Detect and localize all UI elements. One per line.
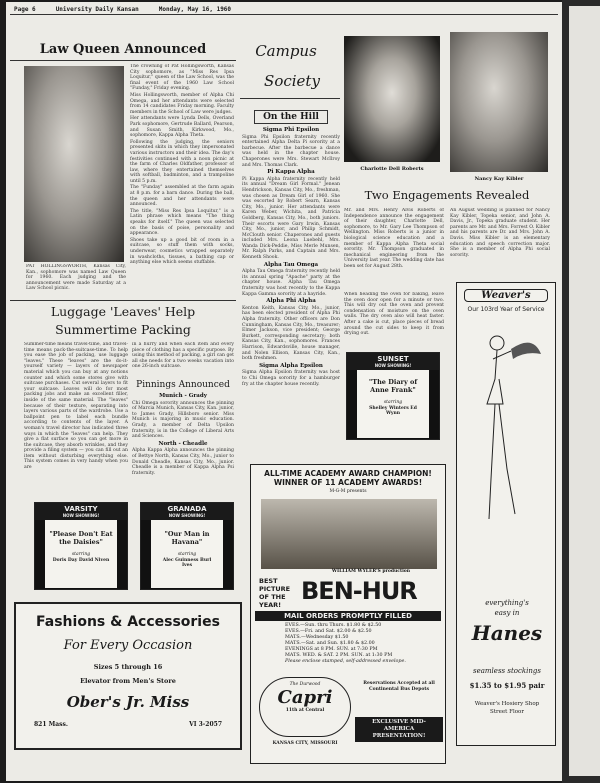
law-queen-photo (24, 66, 124, 262)
pinning-text: Alpha Kappa Alpha announces the pinning of Bettye North, Kansas City, Mo., junior to Donald Cheadle, Kansas City, Mo., junior. Cheadle is a member of Kappa Alpha Psi fraternity. (132, 448, 234, 476)
weavers-product: seamless stockings (473, 667, 541, 675)
benhur-presents: M-G-M presents (329, 489, 367, 494)
benhur-producer: WILLIAM WYLER'S production (331, 569, 411, 574)
film-stars: Shelley Winters Ed Wynn (369, 405, 417, 416)
theater-name: GRANADA (141, 503, 233, 513)
film-stars: Alec Guinness Burl Ives (162, 557, 212, 568)
society-heading: Alpha Phi Alpha (266, 298, 316, 305)
law-queen-caption: PAT HOLLINGSWORTH, Kansas City, Kan., sophomore was named Law Queen for 1960. Each judging and the announcement were made Saturday at a Law School picnic. (26, 264, 126, 292)
showtimes: EVENINGS at 8 PM. SUN. at 7:30 PM (285, 647, 378, 652)
granada-ad (140, 502, 234, 590)
weavers-tagline: Our 103rd Year of Service (467, 306, 545, 313)
paper-name: University Daily Kansan (55, 6, 139, 13)
capri-logo (259, 677, 351, 737)
issue-date: Monday, May 16, 1960 (158, 6, 232, 13)
pinnings-headline: Pinnings Announced (136, 380, 230, 390)
capri-pre: The Durwood (289, 682, 321, 687)
film-title: "The Diary of Anne Frank" (368, 378, 418, 394)
paragraph: The crowning of Pat Hollingsworth, Kansas City sophomore, as "Miss Res Ipsa Loquitur," queen of the Law School, was the final event of the 1960 Law School "Funday," Friday evening. (130, 64, 234, 92)
luggage-headline-1: Luggage 'Leaves' Help (50, 304, 196, 319)
sunset-ad (346, 352, 440, 440)
engagement-photo-kibler (450, 32, 548, 172)
header-rule (10, 14, 558, 15)
page-header (14, 6, 554, 13)
film-title: "Our Man in Havana" (164, 530, 210, 546)
benhur-title: BEN-HUR (301, 577, 417, 605)
starring-label: starring (71, 552, 91, 557)
varsity-ad (34, 502, 128, 590)
matinees: MATS. WED. & SAT. 2 PM. SUN. at 1:30 PM (285, 653, 393, 658)
benhur-prices (285, 623, 415, 665)
weavers-floor: Street Floor (490, 709, 524, 715)
capri-city: KANSAS CITY, MISSOURI (272, 741, 338, 746)
benhur-ad (250, 464, 446, 764)
luggage-story-left: Summer-time means travel-time, and travel-time means pack-the-suitcase-time. To help you ease the job of packing, use luggage "leaves." These "leaves" are the do-it-yourself variety — layers of newspaper material which you can buy at any notions counter and which some stores give with suitcase purchases. Cut several layers to fit your suitcase. Leaves will do for most packing jobs and make an excellent filler, inside of the same material. The "leaves" because of their texture, separating into layers various parts of the wardrobe. Use a ballpoint pen to label each bundle according to contents of the layer. A woman's travel director has indicated three ways in which the "leaves" can help. They give a flat surface so you can get more in the suitcase, they absorb wrinkles, and they provide a filing system — you can fill out an item without disturbing everything else. This system comes in very handy when you are (24, 342, 128, 471)
obers-subhead: For Every Occasion (63, 638, 193, 653)
rule (10, 300, 236, 301)
society-title-2: Society (264, 72, 320, 90)
adjacent-page-edge (569, 6, 600, 776)
photo-caption-roberts: Charlotte Dell Roberts (360, 166, 424, 172)
page-number: Page 6 (14, 6, 36, 13)
obers-ad (14, 602, 242, 750)
society-text: Sigma Alpha Epsilon fraternity was host to Chi Omega sorority for a hamburger fry at the chapter house recently. (242, 370, 340, 387)
price-line: MATS.—Wednesday $1.50 (285, 635, 349, 640)
photo-caption-kibler: Nancy Kay Kibler (474, 176, 524, 182)
film-title: "Please Don't Eat the Daisies" (49, 530, 113, 546)
engagements-headline: Two Engagements Revealed (364, 188, 530, 202)
pinning-heading: Munich - Grady (159, 393, 207, 399)
film-panel (357, 370, 429, 438)
benhur-reservations: Reservations Accepted at all Continental Bus Depots (363, 681, 435, 692)
luggage-headline-2: Summertime Packing (55, 322, 191, 337)
society-text: Kenton Keith, Kansas City, Mo., junior, has been elected president of Alpha Phi Alpha fraternity. Other officers are Don Cunningham, Kansas City, Mo., treasurer; Elmer Jackson, vice president; George Burkett, corresponding secretary; both Kansas City, Kan., sophomores. Frances Harrison, Edwardsville, house manager, and Nolen Ellison, Kansas City, Kan., both freshmen. (242, 305, 340, 362)
society-heading: Sigma Alpha Epsilon (259, 362, 323, 369)
obers-elevator: Elevator from Men's Store (80, 677, 176, 685)
film-panel (45, 520, 117, 588)
paragraph: The "Funday" assembled at the farm again at 8 p.m. for a barn dance. During the ball, the queen and her attendants were announced. (130, 185, 234, 208)
pinnings-story (132, 392, 234, 502)
engagement-story-right: An August wedding is planned for Nancy Kay Kibler, Topeka senior, and John A. Davis, Jr., Topeka graduate student. Her parents are Mr. and Mrs. Forrest O. Kibler and his parents are Dr. and Mrs. John A. Davis. Miss Kibler is an elementary education and speech correction major. She is a member of Alpha Phi social sorority. (450, 208, 550, 258)
society-text: Pi Kappa Alpha fraternity recently held its annual "Dream Girl Formal." Jenean Hendrickson, Kansas City, Mo., freshman, was chosen as Dream Girl of 1960. She was escorted by Robert Searn, Kansas City, Mo., junior. Her attendants were Karen Weber, Wichita, and Patricia Goldberg, Kansas City, Mo., both juniors. Their escorts were Gary Irwin, Kansas City, Mo., junior, and Philip Schmidt, McClouth senior. Chaperones and guests included Mrs. Leona Luebehl, Mrs. Wanda Dick-Peddie, Miss Merle Munsen, Mr. Ralph Parks, and Captain and Mrs. Kenneth Shook. (242, 176, 340, 261)
paragraph: Shoes take up a good bit of room in a suitcase, so stuff them with socks, underwear, cosmetics wrapped separately in washcloths, tissues, a bathing cap or anything else which seems stuffable. (130, 237, 234, 266)
chariot-illustration (261, 499, 437, 569)
obers-headline: Fashions & Accessories (36, 614, 220, 630)
rule (240, 98, 340, 99)
theater-name: SUNSET (347, 353, 439, 363)
now-showing: NOW SHOWING! (141, 513, 233, 520)
kitchen-tips: When heading the oven for baking, leave the oven door open for a minute or two. This will dry out the oven and prevent condensation of moisture on the oven walls. The dry oven also will heat faster. After a cake is cut, place pieces of bread around the cut sides to keep it from drying out. (344, 292, 444, 337)
now-showing: NOW SHOWING! (35, 513, 127, 520)
weavers-copy-2: easy in (494, 609, 520, 617)
enclose-note: Please enclose stamped, self-addressed envelope. (285, 659, 406, 664)
weavers-prices: $1.35 to $1.95 pair (469, 681, 545, 690)
obers-sizes: Sizes 5 through 16 (93, 663, 163, 671)
benhur-exclusive: EXCLUSIVE MID-AMERICA PRESENTATION! (355, 717, 443, 742)
society-column (242, 126, 340, 418)
paragraph: Her attendants were Lynda Dells, Overland Park sophomore, Gertrude Ballard, Pearson, and Susan Smith, Kirkwood, Mo., sophomore, Kappa Alpha Theta. (130, 116, 234, 139)
obers-address: 821 Mass. (34, 721, 68, 728)
paragraph: The title, "Miss Res Ipsa Loquitur," is a Latin phrase which means "The thing speaks for itself." The queen was selected on the basis of poise, personality and appearance. (130, 208, 234, 237)
capri-location: 11th at Central (285, 707, 325, 713)
film-stars: Doris Day David Niven (52, 557, 110, 563)
society-heading: Alpha Tau Omega (263, 261, 319, 268)
benhur-best-picture: BEST PICTURE OF THE YEAR! (259, 577, 291, 609)
price-line: MATS.—Sat. and Sun. $1.80 & $2.00 (285, 641, 375, 646)
obers-store-name: Ober's Jr. Miss (66, 693, 190, 711)
law-queen-headline: Law Queen Announced (39, 42, 207, 57)
benhur-headline-1: ALL-TIME ACADEMY AWARD CHAMPION! (264, 469, 432, 478)
engagement-photo-roberts (344, 36, 440, 162)
theater-name: VARSITY (35, 503, 127, 513)
rule (10, 60, 236, 61)
obers-phone: VI 3-2057 (189, 721, 222, 728)
luggage-story-right: in a hurry and when each item and every piece of clothing has a specific purpose. By using this method of packing, a girl can get all she needs for a two weeks vacation into one 26-inch suitcase. (132, 342, 234, 370)
capri-name: Capri (277, 686, 333, 708)
society-heading: Pi Kappa Alpha (267, 169, 315, 176)
price-line: EVES.—Sun. thru Thurs. $1.80 & $2.50 (285, 623, 382, 628)
engagement-story-left: Mr. and Mrs. Henry Alvis Roberts of Independence announce the engagement of their daughter, Charlotte Dell, sophomore, to Mr. Gary Lee Thompson of Wellington. Miss Roberts is a junior in biological science education and a member of Kappa Alpha Theta social sorority. Mr. Thompson graduated in mechanical engineering from the University last year. The wedding date has been set for August 28th. (344, 208, 444, 269)
starring-label: starring (383, 400, 403, 405)
weavers-logo: Weaver's (464, 289, 548, 302)
weavers-ad (456, 282, 556, 746)
paragraph: Following the judging, the seniors presented skits in which they impersonated various instructors and their idea. The day's festivities continued with a noon picnic at the farm of Charles Oldfather, professor of law, where they entertained themselves with softball, badminton, and a trampoline until 5 p.m. (130, 139, 234, 184)
newspaper-page (6, 2, 562, 781)
benhur-mail-orders: MAIL ORDERS PROMPTLY FILLED (255, 611, 441, 621)
weavers-copy-1: everything's (485, 599, 529, 607)
pinning-text: Chi Omega sorority announces the pinning of Marcia Munich, Kansas City, Kan. junior, to James Grady, Hillsboro senior. Miss Munich is majoring in music education. Grady, a member of Delta Upsilon fraternity, is in the College of Liberal Arts and Sciences. (132, 400, 234, 440)
benhur-headline-2: WINNER OF 11 ACADEMY AWARDS! (273, 478, 423, 487)
pinning-heading: North - Cheadle (158, 440, 208, 447)
woman-illustration (463, 319, 551, 539)
on-the-hill-label: On the Hill (254, 110, 328, 124)
society-title-1: Campus (255, 42, 317, 60)
law-queen-story (130, 64, 234, 298)
paragraph: Miss Hollingsworth, member of Alpha Chi Omega, and her attendants were selected from 14 candidates Friday morning. Faculty members in the School of Law were judges. (130, 92, 234, 115)
now-showing: NOW SHOWING! (347, 363, 439, 370)
starring-label: starring (177, 552, 197, 557)
price-line: EVES.—Fri. and Sat. $2.00 & $2.50 (285, 629, 372, 634)
weavers-store: Weaver's Hosiery Shop (474, 701, 540, 707)
film-panel (151, 520, 223, 588)
hanes-logo: Hanes (471, 621, 543, 645)
society-text: Alpha Tau Omega fraternity recently held its annual spring "Apache" party at the chapter house. Alpha Tau Omega fraternity was host recently to the Kappa Kappa Gamma sorority at a hayride. (242, 269, 340, 297)
society-text: Sigma Phi Epsilon fraternity recently entertained Alpha Delta Pi sorority at a barbecue. After the barbecue a dance was held in the chapter house. Chaperones were Mrs. Stewart McIlroy and Mrs. Thomas Clark. (242, 134, 340, 168)
society-heading: Sigma Phi Epsilon (262, 127, 320, 133)
